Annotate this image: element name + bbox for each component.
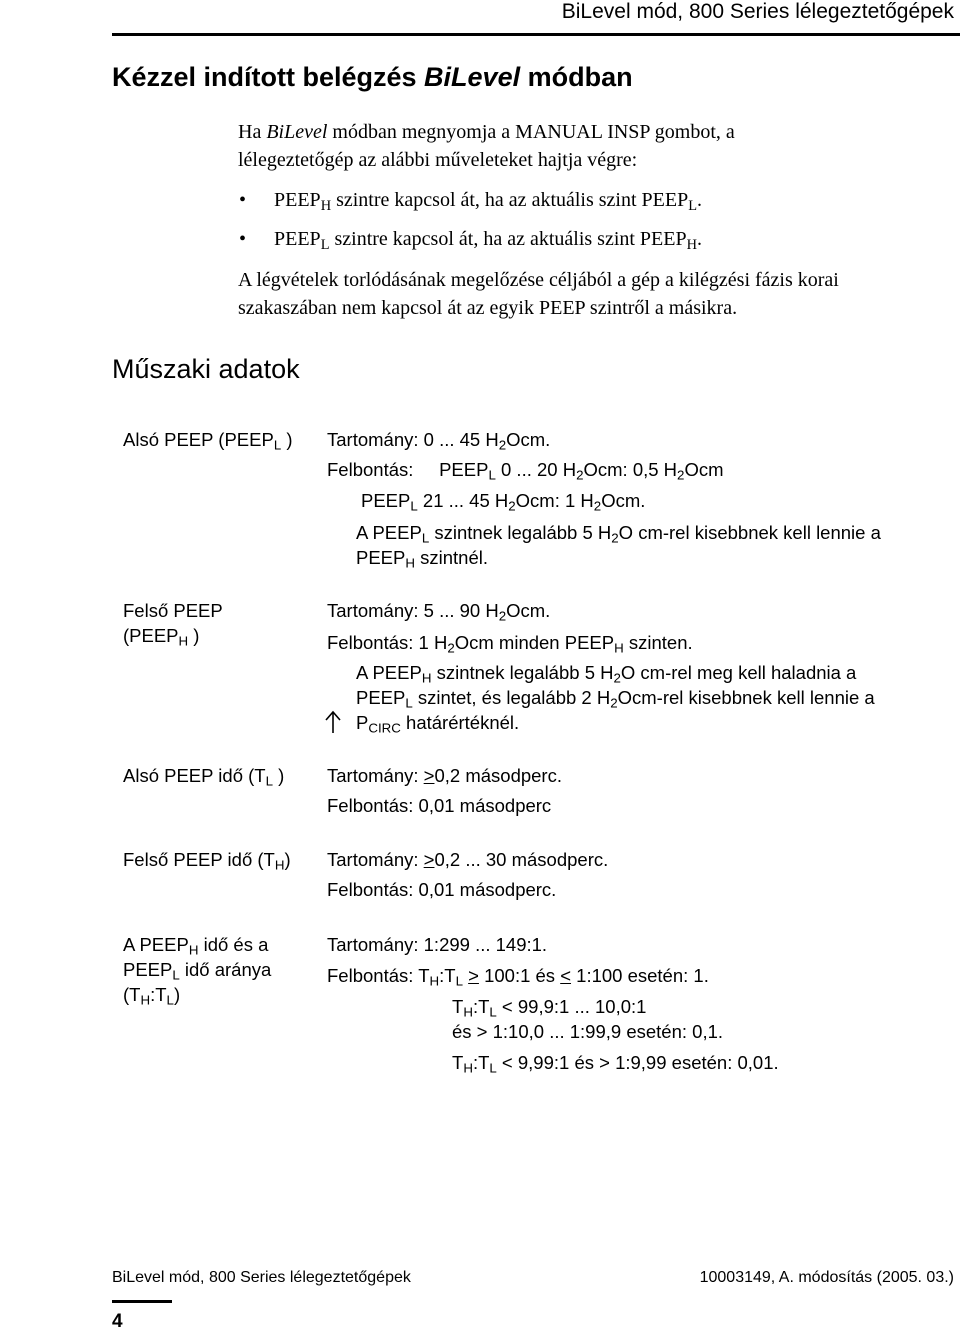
high-time-range: Tartomány: >0,2 ... 30 másodperc.: [327, 849, 609, 870]
low-time-range: Tartomány: >0,2 másodperc.: [327, 765, 562, 786]
low-time-resolution: Felbontás: 0,01 másodperc: [327, 795, 552, 816]
page-number: 4: [112, 1311, 123, 1332]
intro-italic: BiLevel: [266, 121, 328, 143]
intro-text-a: Ha: [238, 121, 267, 143]
low-peep-note-2: $PEEP_H$ szintnél.: [356, 547, 488, 571]
ratio-resolution-1: Felbontás: $T_H:T_L$ > 100:1 és < 1:100 esetén: 1.: [327, 965, 709, 989]
bullet-dot: •: [239, 228, 247, 250]
note-line-2: szakaszában nem kapcsol át az egyik PEEP szintről a másikra.: [238, 297, 738, 319]
footer-rule: [112, 1300, 172, 1303]
bullet-dot: •: [239, 189, 247, 211]
ratio-resolution-4: $T_H:T_L$ < 9,99:1 és > 1:9,99 esetén: 0,01.: [452, 1052, 779, 1076]
ratio-resolution-2: $T_H:T_L$ < 99,9:1 ... 10,0:1: [452, 996, 647, 1020]
note-line-1: A légvételek torlódásának megelőzése céljából a gép a kilégzési fázis korai: [238, 269, 839, 291]
section-title-prefix: Kézzel indított belégzés: [112, 62, 425, 92]
high-peep-note-2: $PEEP_L$ szintet, és legalább 2 $H_2Ocm$-rel kisebbnek kell lennie a: [356, 687, 875, 711]
up-arrow-icon: [322, 709, 344, 735]
running-header: BiLevel mód, 800 Series lélegeztetőgépek: [561, 0, 954, 23]
header-rule: [112, 33, 960, 36]
footer-title: BiLevel mód, 800 Series lélegeztetőgépek: [112, 1269, 411, 1286]
ratio-label-1: A $PEEP_H$ idő és a: [123, 934, 269, 958]
high-peep-resolution: Felbontás: 1 $H_2Ocm$ minden $PEEP_H$ szinten.: [327, 632, 693, 656]
section-title: [112, 62, 633, 93]
high-time-resolution: Felbontás: 0,01 másodperc.: [327, 879, 557, 900]
ratio-range: Tartomány: 1:299 ... 149:1.: [327, 934, 548, 955]
ratio-label-3: $(T_H:T_L)$: [123, 984, 181, 1008]
low-peep-label: Alsó PEEP ($PEEP_L$ ): [123, 429, 293, 453]
intro-line-1: [238, 118, 735, 146]
low-peep-note-1: A $PEEP_L$ szintnek legalább 5 $H_2O$ cm-rel kisebbnek kell lennie a: [356, 522, 881, 546]
high-peep-label-2: ($PEEP_H$ ): [123, 625, 200, 649]
high-time-label: Felső PEEP idő $(T_H)$: [123, 849, 291, 873]
footer-doc-id: 10003149, A. módosítás (2005. 03.): [699, 1269, 954, 1286]
specs-heading: Műszaki adatok: [112, 354, 300, 384]
section-title-suffix: módban: [520, 62, 633, 92]
intro-text-b: módban megnyomja a MANUAL INSP gombot, a: [327, 121, 735, 143]
high-peep-note-3: $P_{CIRC}$ határértéknél.: [356, 712, 520, 736]
high-peep-range: Tartomány: 5 ... 90 $H_2Ocm$.: [327, 600, 551, 624]
ratio-label-2: $PEEP_L$ idő aránya: [123, 959, 272, 983]
bullet-item-2: $PEEP_L$ szintre kapcsol át, ha az aktuális szint $PEEP_H$.: [274, 228, 703, 254]
section-title-italic: BiLevel: [424, 62, 521, 92]
intro-line-2: lélegeztetőgép az alábbi műveleteket hajtja végre:: [238, 149, 638, 171]
low-time-label: Alsó PEEP idő ($T_L$ ): [123, 765, 285, 789]
ratio-resolution-3: és > 1:10,0 ... 1:99,9 esetén: 0,1.: [452, 1021, 724, 1042]
low-peep-resolution-1: Felbontás: $PEEP_L$ 0 ... 20 $H_2Ocm$: 0,5 $H_2Ocm$: [327, 459, 724, 483]
bullet-item-1: $PEEP_H$ szintre kapcsol át, ha az aktuális szint $PEEP_L$.: [274, 189, 703, 215]
low-peep-range: Tartomány: 0 ... 45 $H_2Ocm$.: [327, 429, 551, 453]
high-peep-label-1: Felső PEEP: [123, 600, 223, 621]
high-peep-note-1: A $PEEP_H$ szintnek legalább 5 $H_2O$ cm-rel meg kell haladnia a: [356, 662, 857, 686]
low-peep-resolution-2: $PEEP_L$ 21 ... 45 $H_2Ocm$: 1 $H_2Ocm$.: [361, 490, 646, 514]
